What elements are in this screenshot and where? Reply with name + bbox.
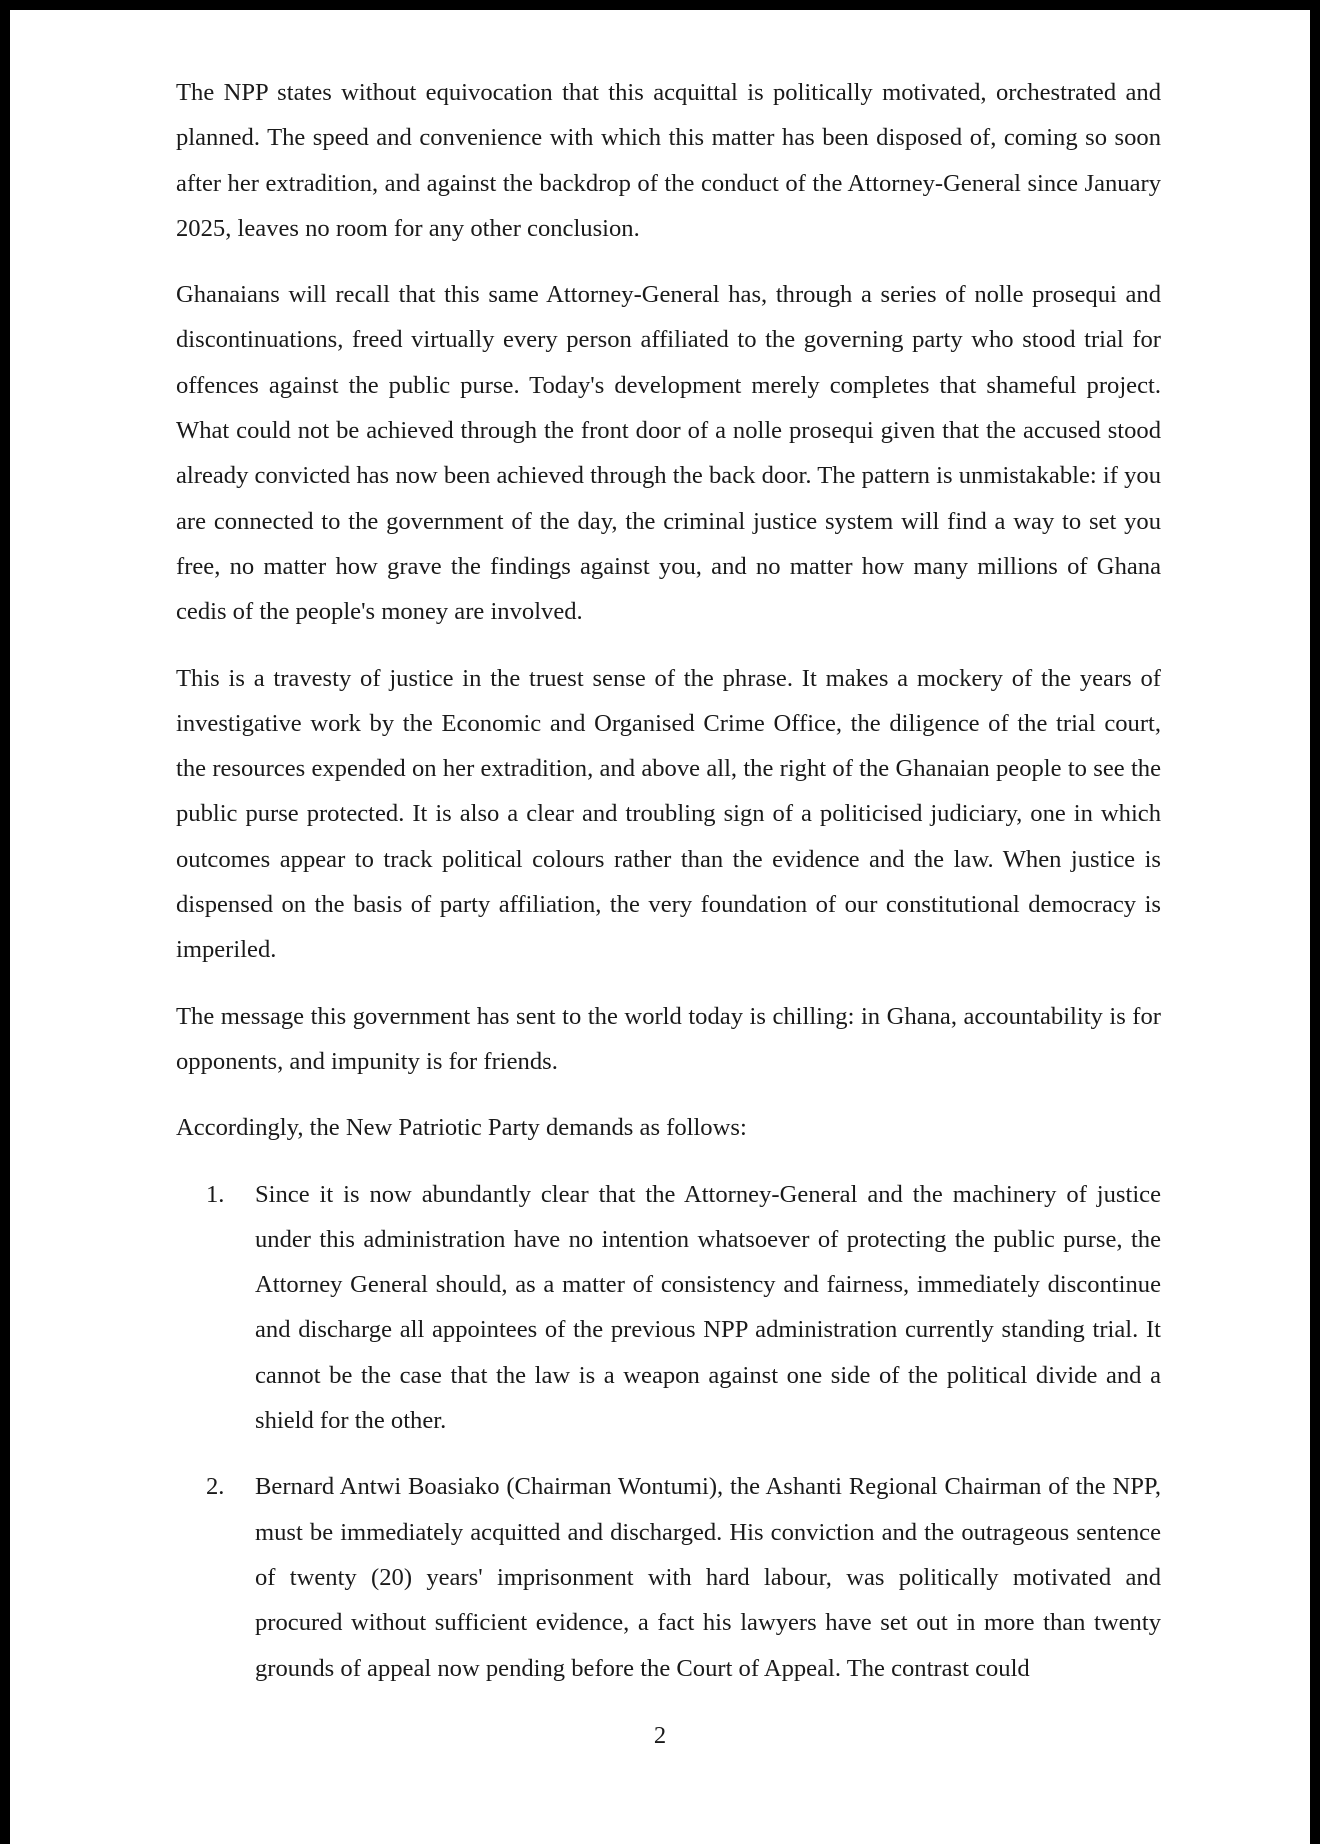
list-item-number: 2.	[206, 1473, 225, 1501]
paragraph-message-to-world: The message this government has sent to the world today is chilling: in Ghana, accountability is for opponents, and impunity is for friends.	[176, 1002, 1161, 1075]
document-page	[10, 10, 1310, 1844]
list-item-text: Bernard Antwi Boasiako (Chairman Wontumi), the Ashanti Regional Chairman of the NPP, must be immediately acquitted and discharged. His conviction and the outrageous sentence of twenty (20) years' imprisonment with hard labour, was politically motivated and procured without sufficient evidence, a fact his lawyers have set out in more than twenty grounds of appeal now pending before the Court of Appeal. The contrast could	[255, 1473, 1161, 1682]
demands-list	[176, 1172, 1161, 1691]
paragraph-acquittal-statement: The NPP states without equivocation that this acquittal is politically motivated, orchestrated and planned. The speed and convenience with which this matter has been disposed of, coming so soon after her extradition, and against the backdrop of the conduct of the Attorney-General since January 2025, leaves no room for any other conclusion.	[176, 79, 1161, 242]
list-item	[176, 1464, 1161, 1690]
paragraph-travesty-of-justice: This is a travesty of justice in the truest sense of the phrase. It makes a mockery of the years of investigative work by the Economic and Organised Crime Office, the diligence of the trial court, the resources expended on her extradition, and above all, the right of the Ghanaian people to see the public purse protected. It is also a clear and troubling sign of a politicised judiciary, one in which outcomes appear to track political colours rather than the evidence and the law. When justice is dispensed on the basis of party affiliation, the very foundation of our constitutional democracy is imperiled.	[176, 664, 1161, 964]
paragraph-demands-intro: Accordingly, the New Patriotic Party demands as follows:	[176, 1114, 747, 1142]
page-number: 2	[653, 1722, 667, 1749]
list-item-text: Since it is now abundantly clear that the Attorney-General and the machinery of justice under this administration have no intention whatsoever of protecting the public purse, the Attorney General should, as a matter of consistency and fairness, immediately discontinue and discharge all appointees of the previous NPP administration currently standing trial. It cannot be the case that the law is a weapon against one side of the political divide and a shield for the other.	[255, 1180, 1161, 1435]
document-body	[176, 70, 1161, 1712]
list-item-number: 1.	[206, 1180, 225, 1208]
paragraph-nolle-prosequi: Ghanaians will recall that this same Attorney-General has, through a series of nolle prosequi and discontinuations, freed virtually every person affiliated to the governing party who stood trial for offences against the public purse. Today's development merely completes that shameful project. What could not be achieved through the front door of a nolle prosequi given that the accused stood already convicted has now been achieved through the back door. The pattern is unmistakable: if you are connected to the government of the day, the criminal justice system will find a way to set you free, no matter how grave the findings against you, and no matter how many millions of Ghana cedis of the people's money are involved.	[176, 281, 1161, 626]
list-item	[176, 1172, 1161, 1444]
